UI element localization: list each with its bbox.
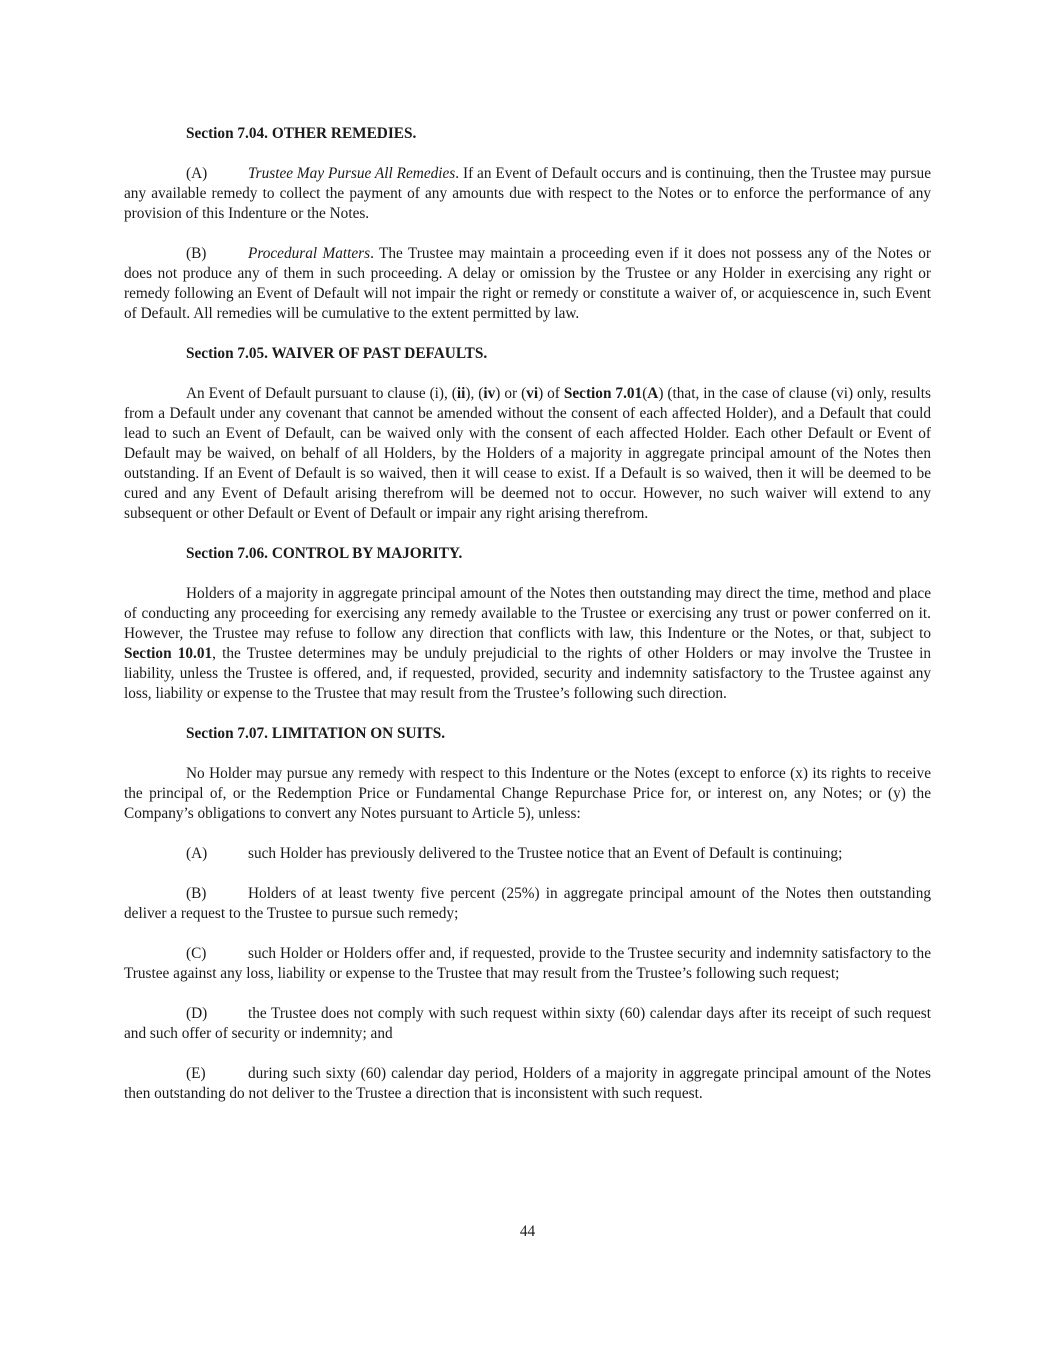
text-run: ( — [642, 385, 648, 402]
clause-title: Trustee May Pursue All Remedies — [248, 165, 456, 182]
section-7-04-heading: Section 7.04. OTHER REMEDIES. — [186, 125, 417, 142]
clause-label: (D) — [186, 1005, 208, 1022]
section-7-07-item-d — [124, 1004, 931, 1044]
page-number: 44 — [519, 1223, 536, 1240]
bold-run: iv — [483, 385, 496, 402]
section-7-07-intro: No Holder may pursue any remedy with respect to this Indenture or the Notes (except to enforce (x) its rights to receive the principal of, or the Redemption Price or Fundamental Change Repurchase Price for, or interest on, any Notes; or (y) the Company’s obligations to convert any Notes pursuant to Article 5), unless: — [124, 765, 931, 822]
bold-run: ii — [456, 385, 466, 402]
clause-text: . The Trustee may maintain a proceeding even if it does not possess any of the Notes or does not produce any of them in such proceeding. A delay or omission by the Trustee or any Holder in exercising any right or remedy following an Event of Default will not impair the right or remedy or constitute a waiver of, or acquiescence in, such Event of Default. All remedies will be cumulative to the extent permitted by law. — [124, 245, 931, 322]
clause-text: such Holder or Holders offer and, if requested, provide to the Trustee security and indemnity satisfactory to the Trustee against any loss, liability or expense to the Trustee that may result from the Trustee’s following such request; — [124, 945, 931, 982]
section-7-07-item-b — [124, 884, 931, 924]
clause-label: (E) — [186, 1065, 206, 1082]
bold-run: vi — [526, 385, 539, 402]
bold-run: Section 10.01 — [124, 645, 213, 662]
clause-title: Procedural Matters — [248, 245, 371, 262]
clause-label: (B) — [186, 885, 207, 902]
clause-label: (A) — [186, 165, 208, 182]
section-7-07-heading: Section 7.07. LIMITATION ON SUITS. — [186, 725, 446, 742]
section-7-07-item-c — [124, 944, 931, 984]
section-7-07-item-e — [124, 1064, 931, 1104]
text-run: An Event of Default pursuant to clause (i), ( — [186, 385, 457, 402]
bold-run: A — [647, 385, 659, 402]
text-run: ), ( — [465, 385, 484, 402]
section-7-05-heading: Section 7.05. WAIVER OF PAST DEFAULTS. — [186, 345, 488, 362]
clause-text: . If an Event of Default occurs and is continuing, then the Trustee may pursue any available remedy to collect the payment of any amounts due with respect to the Notes or to enforce the performance of any provision of this Indenture or the Notes. — [124, 165, 931, 222]
text-run: Holders of a majority in aggregate principal amount of the Notes then outstanding may direct the time, method and place of conducting any proceeding for exercising any remedy available to the Trustee or exercising any trust or power conferred on it. However, the Trustee may refuse to follow any direction that conflicts with law, this Indenture or the Notes, or that, subject to — [124, 585, 931, 642]
section-7-06-paragraph — [124, 584, 931, 704]
clause-text: such Holder has previously delivered to the Trustee notice that an Event of Default is continuing; — [248, 845, 843, 862]
clause-label: (A) — [186, 845, 208, 862]
text-run: ) or ( — [495, 385, 527, 402]
clause-label: (C) — [186, 945, 207, 962]
section-7-05-paragraph — [124, 384, 931, 524]
clause-text: the Trustee does not comply with such request within sixty (60) calendar days after its receipt of such request and such offer of security or indemnity; and — [124, 1005, 931, 1042]
section-7-04-paragraph-b — [124, 244, 931, 324]
text-run: , the Trustee determines may be unduly prejudicial to the rights of other Holders or may involve the Trustee in liability, unless the Trustee is offered, and, if requested, provided, security and indemnity satisfactory to the Trustee against any loss, liability or expense to the Trustee that may result from the Trustee’s following such direction. — [124, 645, 931, 702]
clause-text: during such sixty (60) calendar day period, Holders of a majority in aggregate principal amount of the Notes then outstanding do not deliver to the Trustee a direction that is inconsistent with such request. — [124, 1065, 931, 1102]
section-7-06-heading: Section 7.06. CONTROL BY MAJORITY. — [186, 545, 463, 562]
section-7-07-item-a — [124, 844, 931, 864]
text-run: ) (that, in the case of clause (vi) only, results from a Default under any covenant that cannot be amended without the consent of each affected Holder), and a Default that could lead to such an Event of Default, can be waived only with the consent of each affected Holder. Each other Default or Event of Default may be waived, on behalf of all Holders, by the Holders of a majority in aggregate principal amount of the Notes then outstanding. If an Event of Default is so waived, then it will cease to exist. If a Default is so waived, then it will be deemed to be cured and any Event of Default arising therefrom will be deemed not to occur. However, no such waiver will extend to any subsequent or other Default or Event of Default or impair any right arising therefrom. — [124, 385, 931, 522]
text-run: ) of — [538, 385, 564, 402]
clause-label: (B) — [186, 245, 207, 262]
section-7-04-paragraph-a — [124, 164, 931, 224]
clause-text: Holders of at least twenty five percent (25%) in aggregate principal amount of the Notes then outstanding deliver a request to the Trustee to pursue such remedy; — [124, 885, 931, 922]
bold-run: Section 7.01 — [563, 385, 643, 402]
page-content — [124, 124, 931, 1124]
